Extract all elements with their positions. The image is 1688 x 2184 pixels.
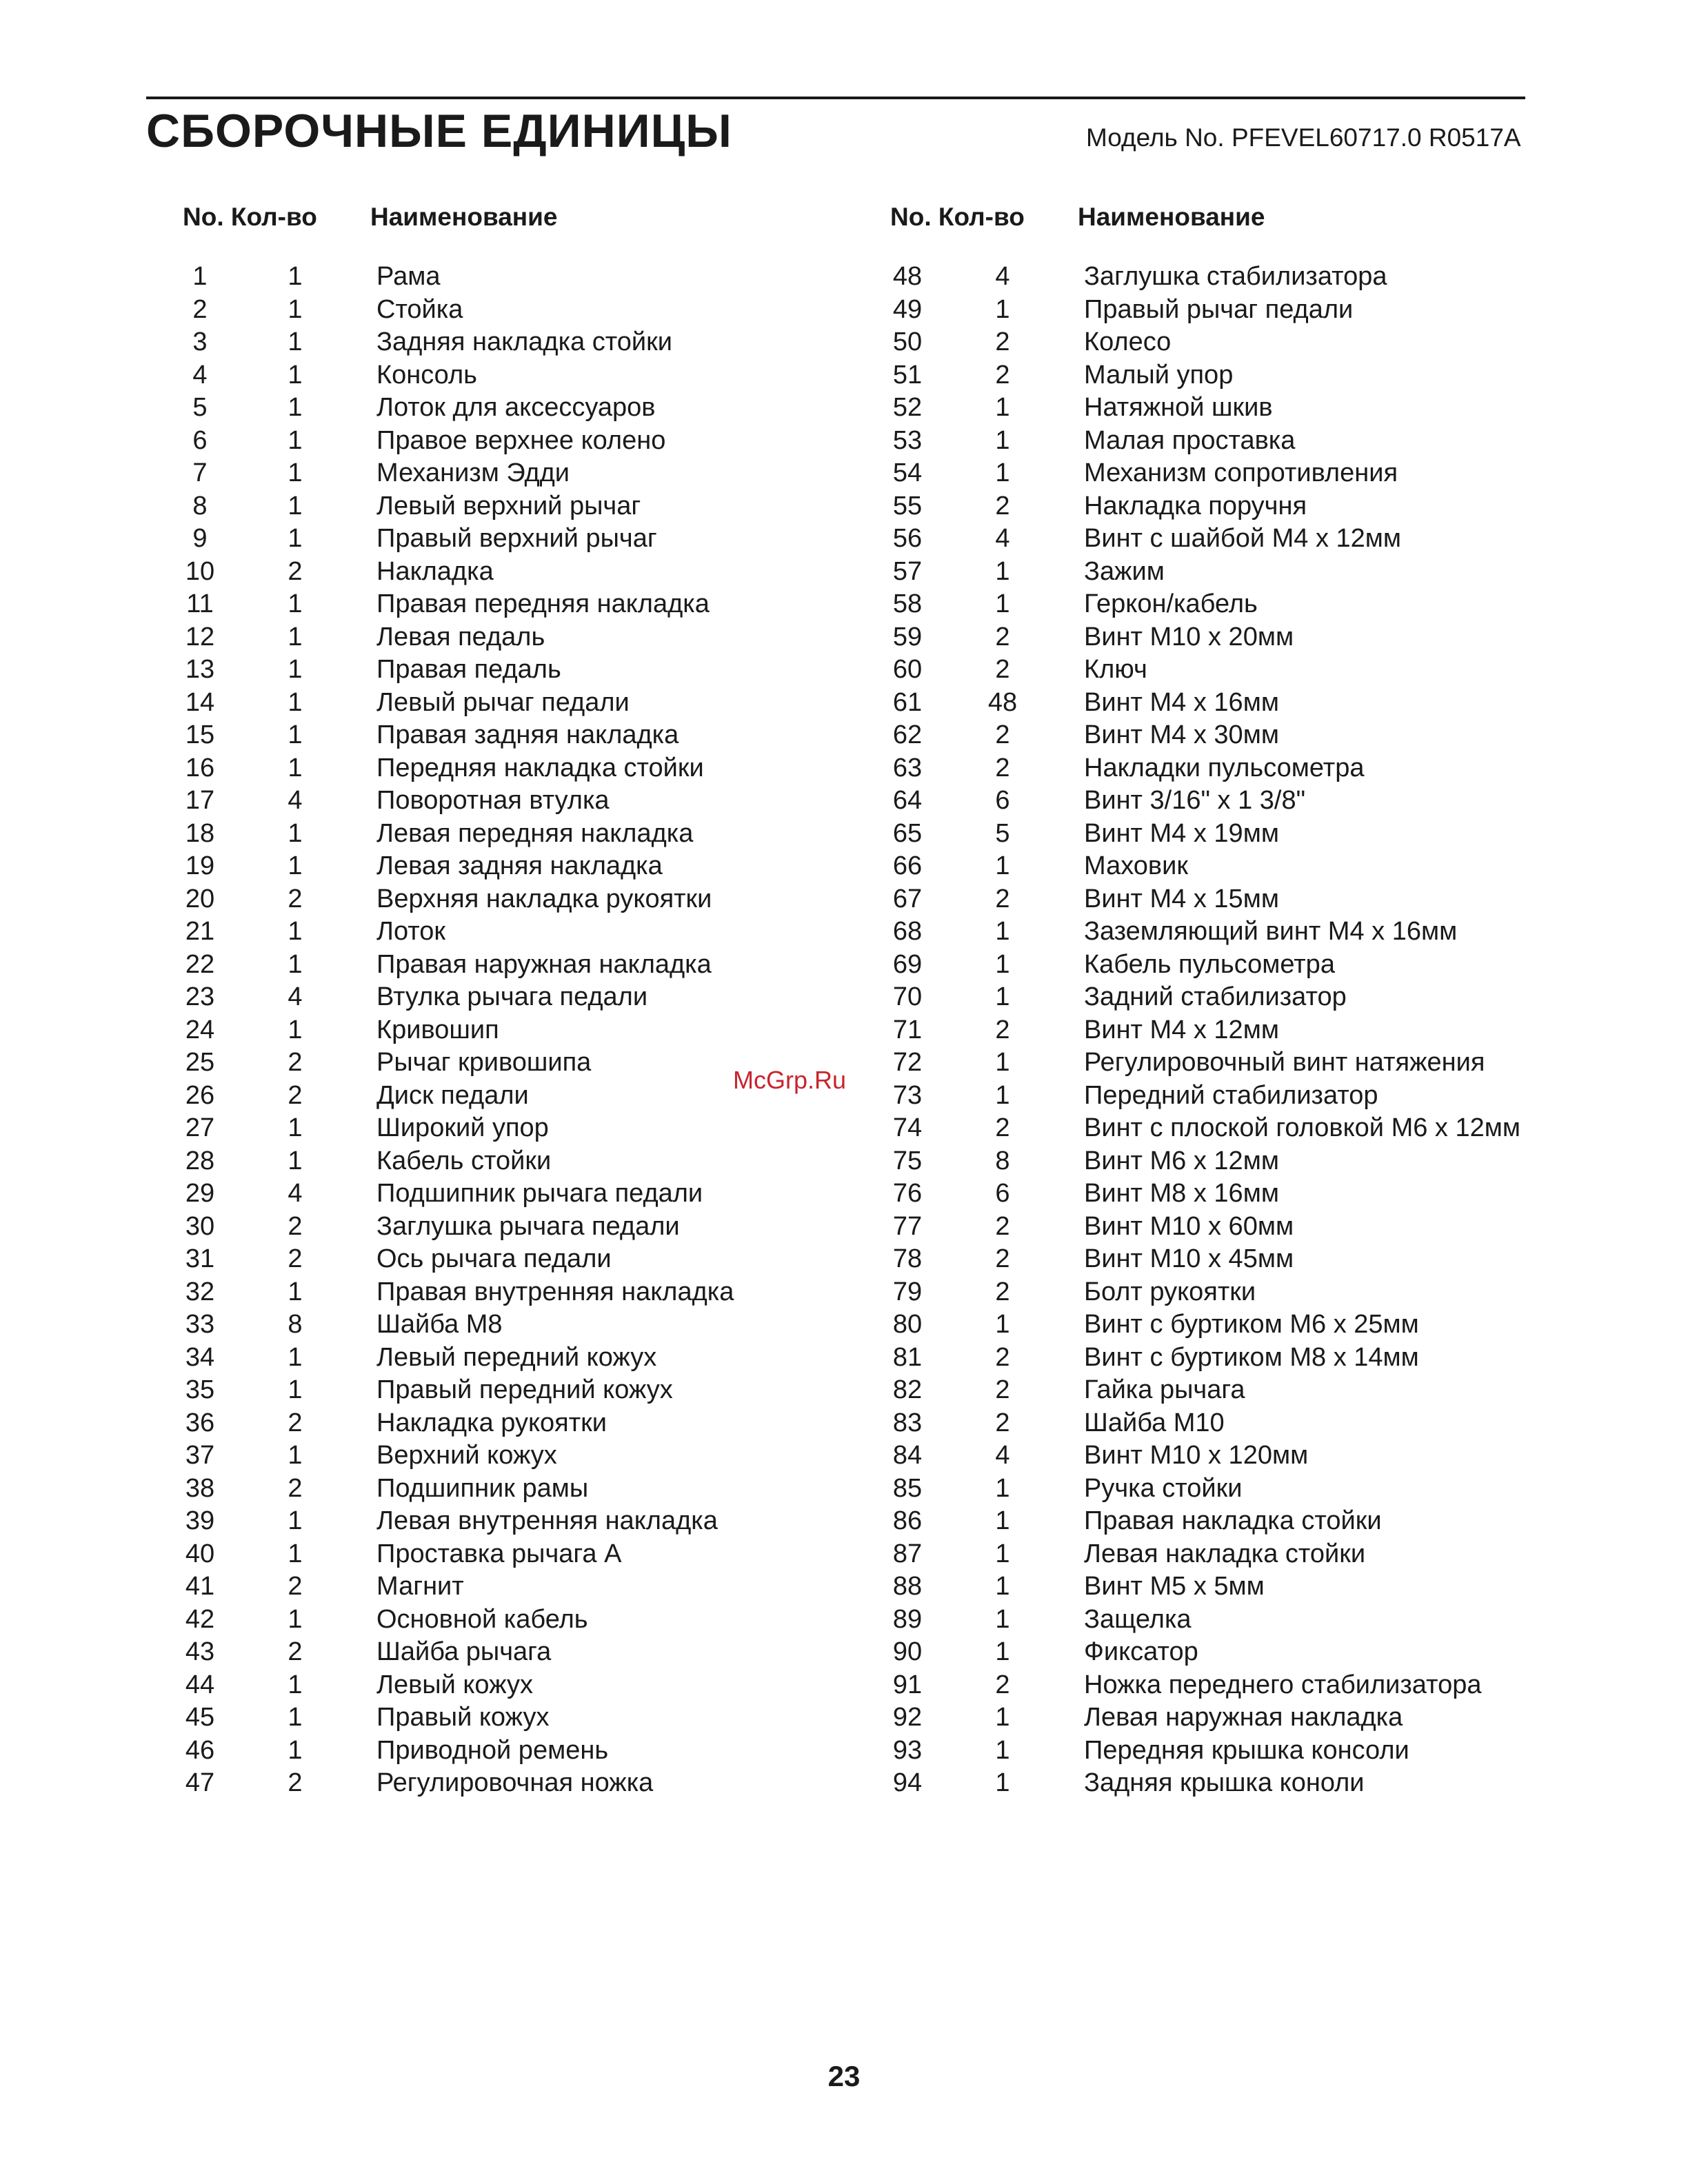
part-name: Механизм Эдди	[376, 458, 570, 487]
part-name: Лоток для аксессуаров	[376, 393, 656, 422]
part-quantity: 1	[288, 753, 303, 782]
part-name: Ось рычага педали	[376, 1244, 612, 1273]
part-quantity: 1	[288, 589, 303, 618]
part-number: 26	[185, 1080, 215, 1110]
part-quantity: 2	[995, 1113, 1010, 1142]
part-name: Натяжной шкив	[1084, 393, 1273, 422]
part-number: 39	[185, 1506, 215, 1535]
part-quantity: 1	[288, 1146, 303, 1175]
part-quantity: 4	[288, 786, 303, 815]
part-number: 69	[892, 949, 923, 979]
part-quantity: 2	[995, 622, 1010, 651]
part-name: Левый рычаг педали	[376, 687, 630, 717]
part-number: 29	[185, 1179, 215, 1208]
part-name: Передний стабилизатор	[1084, 1080, 1378, 1110]
part-quantity: 2	[288, 1572, 303, 1601]
part-number: 19	[185, 851, 215, 880]
part-name: Шайба рычага	[376, 1637, 552, 1666]
part-number: 30	[185, 1211, 215, 1241]
part-quantity: 4	[288, 1179, 303, 1208]
part-number: 91	[892, 1670, 923, 1699]
part-quantity: 1	[288, 655, 303, 684]
part-name: Винт М4 х 30мм	[1084, 720, 1279, 749]
part-number: 2	[192, 294, 208, 324]
part-name: Правая внутренняя накладка	[376, 1277, 734, 1306]
part-number: 57	[892, 556, 923, 586]
part-number: 10	[185, 556, 215, 586]
part-name: Шайба М10	[1084, 1408, 1225, 1437]
part-name: Правая накладка стойки	[1084, 1506, 1382, 1535]
part-name: Задняя крышка коноли	[1084, 1768, 1365, 1797]
header-name: Наименование	[1078, 203, 1265, 231]
part-quantity: 2	[288, 1048, 303, 1077]
part-number: 21	[185, 917, 215, 946]
part-number: 68	[892, 917, 923, 946]
part-quantity: 1	[288, 1539, 303, 1568]
part-name: Винт с плоской головкой М6 х 12мм	[1084, 1113, 1520, 1142]
part-number: 85	[892, 1473, 923, 1503]
part-name: Малый упор	[1084, 360, 1234, 390]
part-number: 83	[892, 1408, 923, 1437]
part-number: 34	[185, 1342, 215, 1372]
part-number: 40	[185, 1539, 215, 1568]
part-quantity: 4	[995, 262, 1010, 291]
part-quantity: 1	[288, 687, 303, 717]
part-number: 88	[892, 1572, 923, 1601]
part-number: 37	[185, 1441, 215, 1470]
part-name: Стойка	[376, 294, 463, 324]
part-number: 90	[892, 1637, 923, 1666]
part-number: 49	[892, 294, 923, 324]
part-number: 23	[185, 982, 215, 1011]
part-name: Винт 3/16" х 1 3/8"	[1084, 786, 1306, 815]
part-name: Винт М8 х 16мм	[1084, 1179, 1279, 1208]
part-quantity: 5	[995, 818, 1010, 848]
part-quantity: 1	[288, 818, 303, 848]
part-quantity: 2	[288, 1768, 303, 1797]
part-name: Лоток	[376, 917, 445, 946]
part-quantity: 1	[288, 425, 303, 455]
part-number: 74	[892, 1113, 923, 1142]
part-number: 62	[892, 720, 923, 749]
part-quantity: 2	[995, 753, 1010, 782]
part-quantity: 2	[995, 1211, 1010, 1241]
part-name: Малая проставка	[1084, 425, 1296, 455]
part-quantity: 4	[995, 524, 1010, 553]
part-number: 81	[892, 1342, 923, 1372]
part-quantity: 1	[288, 327, 303, 356]
part-quantity: 1	[995, 425, 1010, 455]
part-name: Правый верхний рычаг	[376, 524, 657, 553]
part-quantity: 1	[288, 1113, 303, 1142]
part-quantity: 1	[288, 1277, 303, 1306]
part-number: 7	[192, 458, 208, 487]
part-name: Левая задняя накладка	[376, 851, 663, 880]
part-name: Кабель пульсометра	[1084, 949, 1335, 979]
part-name: Втулка рычага педали	[376, 982, 648, 1011]
part-number: 4	[192, 360, 208, 390]
part-name: Винт М10 х 45мм	[1084, 1244, 1294, 1273]
model-number: Модель No. PFEVEL60717.0 R0517A	[1086, 123, 1521, 152]
part-number: 35	[185, 1375, 215, 1404]
part-name: Накладки пульсометра	[1084, 753, 1365, 782]
part-quantity: 2	[995, 1408, 1010, 1437]
part-name: Правая передняя накладка	[376, 589, 710, 618]
part-quantity: 2	[995, 655, 1010, 684]
part-name: Левая внутренняя накладка	[376, 1506, 718, 1535]
part-quantity: 1	[288, 1015, 303, 1044]
part-quantity: 1	[288, 1703, 303, 1732]
part-name: Винт с буртиком М8 х 14мм	[1084, 1342, 1419, 1372]
part-number: 92	[892, 1703, 923, 1732]
part-name: Маховик	[1084, 851, 1188, 880]
part-number: 51	[892, 360, 923, 390]
part-quantity: 1	[995, 294, 1010, 324]
part-quantity: 1	[288, 622, 303, 651]
part-number: 22	[185, 949, 215, 979]
part-number: 56	[892, 524, 923, 553]
part-number: 24	[185, 1015, 215, 1044]
part-quantity: 1	[288, 360, 303, 390]
part-name: Болт рукоятки	[1084, 1277, 1256, 1306]
part-name: Винт М6 х 12мм	[1084, 1146, 1279, 1175]
part-name: Левая накладка стойки	[1084, 1539, 1366, 1568]
part-number: 5	[192, 393, 208, 422]
part-name: Ручка стойки	[1084, 1473, 1243, 1503]
part-quantity: 1	[995, 1048, 1010, 1077]
part-number: 72	[892, 1048, 923, 1077]
part-quantity: 6	[995, 1179, 1010, 1208]
part-number: 14	[185, 687, 215, 717]
part-name: Регулировочный винт натяжения	[1084, 1048, 1485, 1077]
part-number: 77	[892, 1211, 923, 1241]
part-number: 13	[185, 655, 215, 684]
part-quantity: 48	[987, 687, 1018, 717]
part-number: 54	[892, 458, 923, 487]
part-quantity: 1	[995, 458, 1010, 487]
part-number: 47	[185, 1768, 215, 1797]
part-quantity: 1	[995, 949, 1010, 979]
part-quantity: 1	[995, 556, 1010, 586]
part-number: 75	[892, 1146, 923, 1175]
part-quantity: 1	[288, 294, 303, 324]
part-quantity: 4	[288, 982, 303, 1011]
part-name: Винт М4 х 15мм	[1084, 884, 1279, 913]
part-quantity: 2	[288, 1244, 303, 1273]
part-name: Верхняя накладка рукоятки	[376, 884, 712, 913]
part-quantity: 1	[995, 982, 1010, 1011]
part-quantity: 1	[995, 851, 1010, 880]
part-quantity: 1	[288, 1506, 303, 1535]
part-name: Винт М4 х 16мм	[1084, 687, 1279, 717]
part-quantity: 1	[288, 458, 303, 487]
part-number: 46	[185, 1735, 215, 1765]
part-name: Правая задняя накладка	[376, 720, 679, 749]
part-quantity: 1	[288, 393, 303, 422]
part-number: 64	[892, 786, 923, 815]
part-number: 48	[892, 262, 923, 291]
part-quantity: 1	[995, 1768, 1010, 1797]
part-quantity: 2	[995, 1277, 1010, 1306]
part-name: Регулировочная ножка	[376, 1768, 654, 1797]
part-number: 71	[892, 1015, 923, 1044]
part-name: Винт М10 х 20мм	[1084, 622, 1294, 651]
watermark: McGrp.Ru	[733, 1066, 847, 1094]
part-name: Левая наружная накладка	[1084, 1703, 1403, 1732]
part-number: 6	[192, 425, 208, 455]
part-number: 18	[185, 818, 215, 848]
part-name: Основной кабель	[376, 1604, 588, 1634]
part-name: Защелка	[1084, 1604, 1192, 1634]
part-name: Шайба М8	[376, 1310, 503, 1339]
part-number: 50	[892, 327, 923, 356]
part-name: Накладка поручня	[1084, 491, 1307, 520]
part-name: Зажим	[1084, 556, 1165, 586]
part-number: 94	[892, 1768, 923, 1797]
part-quantity: 2	[995, 1342, 1010, 1372]
part-name: Винт М5 х 5мм	[1084, 1572, 1265, 1601]
part-number: 12	[185, 622, 215, 651]
part-quantity: 2	[288, 556, 303, 586]
part-quantity: 4	[995, 1441, 1010, 1470]
part-name: Левый верхний рычаг	[376, 491, 641, 520]
part-number: 43	[185, 1637, 215, 1666]
part-number: 93	[892, 1735, 923, 1765]
part-quantity: 1	[995, 1473, 1010, 1503]
part-name: Правый кожух	[376, 1703, 550, 1732]
part-name: Ключ	[1084, 655, 1147, 684]
part-quantity: 1	[995, 393, 1010, 422]
part-name: Магнит	[376, 1572, 464, 1601]
part-quantity: 1	[995, 1080, 1010, 1110]
part-name: Поворотная втулка	[376, 786, 610, 815]
page-number: 23	[827, 2060, 861, 2092]
part-number: 33	[185, 1310, 215, 1339]
part-quantity: 1	[995, 917, 1010, 946]
part-number: 66	[892, 851, 923, 880]
part-quantity: 8	[288, 1310, 303, 1339]
part-number: 73	[892, 1080, 923, 1110]
part-name: Ножка переднего стабилизатора	[1084, 1670, 1482, 1699]
part-quantity: 2	[995, 1375, 1010, 1404]
part-quantity: 8	[995, 1146, 1010, 1175]
part-number: 25	[185, 1048, 215, 1077]
part-quantity: 2	[288, 1408, 303, 1437]
part-quantity: 1	[288, 1670, 303, 1699]
part-quantity: 1	[995, 1735, 1010, 1765]
part-number: 76	[892, 1179, 923, 1208]
part-name: Левый кожух	[376, 1670, 533, 1699]
part-name: Подшипник рамы	[376, 1473, 589, 1503]
part-name: Винт с шайбой М4 х 12мм	[1084, 524, 1402, 553]
part-quantity: 1	[995, 1506, 1010, 1535]
part-name: Геркон/кабель	[1084, 589, 1258, 618]
part-number: 65	[892, 818, 923, 848]
part-number: 60	[892, 655, 923, 684]
part-quantity: 2	[995, 327, 1010, 356]
part-number: 28	[185, 1146, 215, 1175]
part-number: 86	[892, 1506, 923, 1535]
part-number: 27	[185, 1113, 215, 1142]
part-name: Правый рычаг педали	[1084, 294, 1354, 324]
header-no-qty: No. Кол-во	[183, 203, 317, 231]
part-name: Винт М4 х 19мм	[1084, 818, 1279, 848]
part-quantity: 1	[288, 851, 303, 880]
part-number: 78	[892, 1244, 923, 1273]
part-name: Консоль	[376, 360, 477, 390]
part-name: Заглушка рычага педали	[376, 1211, 680, 1241]
part-number: 3	[192, 327, 208, 356]
part-quantity: 1	[288, 524, 303, 553]
part-number: 89	[892, 1604, 923, 1634]
header-no-qty: No. Кол-во	[890, 203, 1025, 231]
part-number: 20	[185, 884, 215, 913]
part-name: Подшипник рычага педали	[376, 1179, 703, 1208]
part-quantity: 1	[288, 720, 303, 749]
part-quantity: 2	[995, 360, 1010, 390]
part-name: Винт М10 х 60мм	[1084, 1211, 1294, 1241]
part-name: Правая наружная накладка	[376, 949, 712, 979]
part-number: 45	[185, 1703, 215, 1732]
part-name: Механизм сопротивления	[1084, 458, 1398, 487]
part-quantity: 1	[995, 1572, 1010, 1601]
part-quantity: 1	[288, 917, 303, 946]
part-number: 16	[185, 753, 215, 782]
part-quantity: 1	[288, 1375, 303, 1404]
part-quantity: 1	[995, 1604, 1010, 1634]
part-number: 44	[185, 1670, 215, 1699]
part-name: Винт М4 х 12мм	[1084, 1015, 1279, 1044]
part-quantity: 1	[288, 1735, 303, 1765]
part-name: Накладка	[376, 556, 494, 586]
part-name: Широкий упор	[376, 1113, 549, 1142]
part-quantity: 1	[995, 1539, 1010, 1568]
part-quantity: 2	[995, 884, 1010, 913]
part-quantity: 1	[288, 262, 303, 291]
part-number: 15	[185, 720, 215, 749]
part-name: Винт с буртиком М6 х 25мм	[1084, 1310, 1419, 1339]
part-name: Гайка рычага	[1084, 1375, 1245, 1404]
part-number: 42	[185, 1604, 215, 1634]
part-number: 80	[892, 1310, 923, 1339]
part-name: Диск педали	[376, 1080, 529, 1110]
part-number: 1	[192, 262, 208, 291]
part-number: 59	[892, 622, 923, 651]
part-number: 53	[892, 425, 923, 455]
part-quantity: 1	[288, 491, 303, 520]
part-quantity: 2	[995, 1244, 1010, 1273]
part-quantity: 2	[288, 1211, 303, 1241]
part-name: Задний стабилизатор	[1084, 982, 1347, 1011]
part-quantity: 1	[995, 589, 1010, 618]
header-name: Наименование	[370, 203, 558, 231]
part-number: 32	[185, 1277, 215, 1306]
part-name: Кривошип	[376, 1015, 499, 1044]
part-quantity: 2	[995, 1670, 1010, 1699]
part-name: Рама	[376, 262, 441, 291]
page-title: СБОРОЧНЫЕ ЕДИНИЦЫ	[146, 105, 732, 157]
part-number: 36	[185, 1408, 215, 1437]
part-name: Проставка рычага А	[376, 1539, 622, 1568]
part-number: 52	[892, 393, 923, 422]
part-number: 61	[892, 687, 923, 717]
part-number: 58	[892, 589, 923, 618]
part-quantity: 2	[288, 884, 303, 913]
part-name: Приводной ремень	[376, 1735, 609, 1765]
part-name: Кабель стойки	[376, 1146, 552, 1175]
part-name: Передняя крышка консоли	[1084, 1735, 1409, 1765]
part-quantity: 1	[995, 1637, 1010, 1666]
part-number: 17	[185, 786, 215, 815]
part-name: Правое верхнее колено	[376, 425, 666, 455]
part-number: 11	[186, 589, 214, 618]
part-name: Задняя накладка стойки	[376, 327, 672, 356]
part-number: 31	[185, 1244, 215, 1273]
part-quantity: 2	[995, 1015, 1010, 1044]
part-number: 38	[185, 1473, 215, 1503]
part-number: 87	[892, 1539, 923, 1568]
part-name: Правая педаль	[376, 655, 561, 684]
part-number: 8	[192, 491, 208, 520]
part-name: Винт М10 х 120мм	[1084, 1441, 1309, 1470]
part-number: 55	[892, 491, 923, 520]
top-rule	[146, 97, 1525, 99]
part-name: Заглушка стабилизатора	[1084, 262, 1387, 291]
part-name: Заземляющий винт М4 х 16мм	[1084, 917, 1458, 946]
part-quantity: 1	[288, 1342, 303, 1372]
part-quantity: 6	[995, 786, 1010, 815]
part-quantity: 2	[288, 1637, 303, 1666]
part-quantity: 2	[995, 720, 1010, 749]
part-number: 67	[892, 884, 923, 913]
part-name: Накладка рукоятки	[376, 1408, 607, 1437]
part-quantity: 1	[288, 949, 303, 979]
part-number: 79	[892, 1277, 923, 1306]
part-name: Левая педаль	[376, 622, 545, 651]
part-number: 84	[892, 1441, 923, 1470]
part-name: Верхний кожух	[376, 1441, 557, 1470]
part-quantity: 1	[288, 1604, 303, 1634]
part-quantity: 2	[288, 1473, 303, 1503]
part-quantity: 2	[288, 1080, 303, 1110]
part-number: 82	[892, 1375, 923, 1404]
part-name: Колесо	[1084, 327, 1172, 356]
part-name: Левая передняя накладка	[376, 818, 694, 848]
part-number: 9	[192, 524, 208, 553]
part-number: 41	[185, 1572, 215, 1601]
part-quantity: 2	[995, 491, 1010, 520]
part-name: Рычаг кривошипа	[376, 1048, 592, 1077]
part-quantity: 1	[995, 1310, 1010, 1339]
part-quantity: 1	[995, 1703, 1010, 1732]
part-name: Передняя накладка стойки	[376, 753, 704, 782]
part-number: 63	[892, 753, 923, 782]
part-name: Левый передний кожух	[376, 1342, 657, 1372]
part-number: 70	[892, 982, 923, 1011]
part-name: Фиксатор	[1084, 1637, 1198, 1666]
part-name: Правый передний кожух	[376, 1375, 673, 1404]
part-quantity: 1	[288, 1441, 303, 1470]
